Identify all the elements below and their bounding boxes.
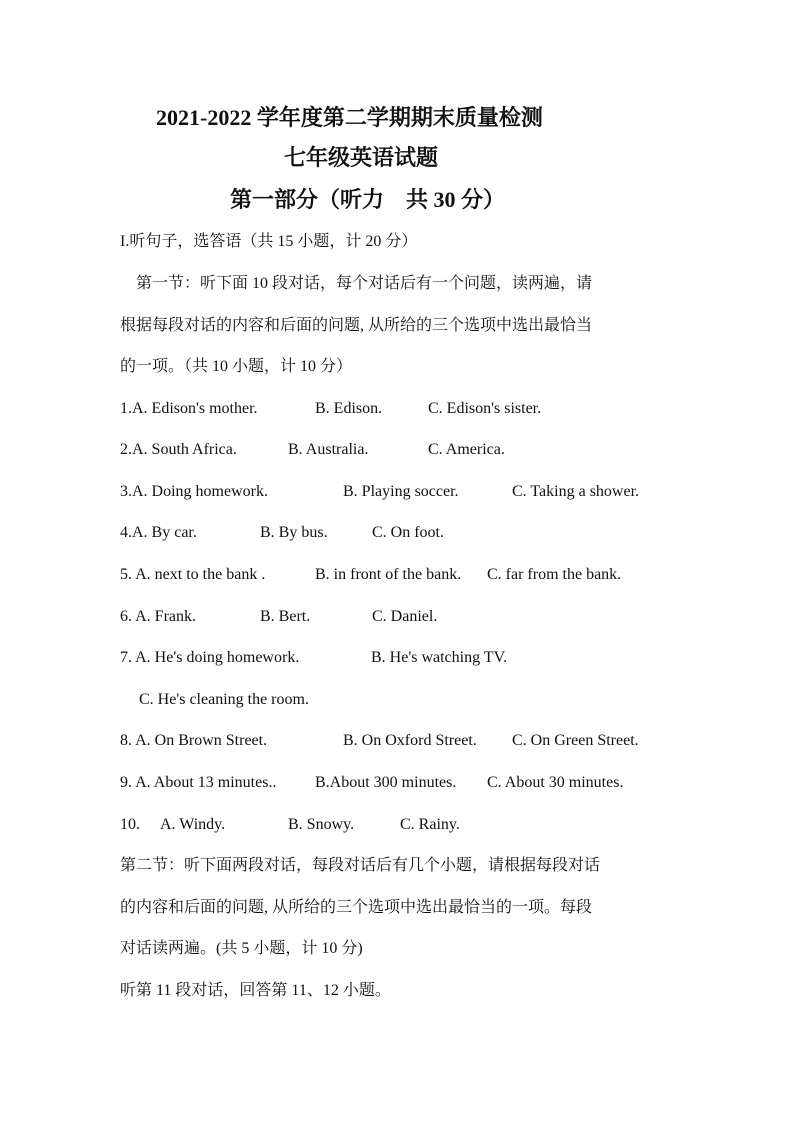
question-3-option-b: B. Playing soccer. xyxy=(343,483,459,500)
question-3-option-a: 3.A. Doing homework. xyxy=(120,483,268,500)
question-8-option-c: C. On Green Street. xyxy=(512,732,639,749)
question-4-option-a: 4.A. By car. xyxy=(120,524,197,541)
question-1-option-a: 1.A. Edison's mother. xyxy=(120,400,258,417)
exam-title: 2021-2022 学年度第二学期期末质量检测 xyxy=(156,105,543,130)
question-2-option-c: C. America. xyxy=(428,441,505,458)
question-5-option-a: 5. A. next to the bank . xyxy=(120,566,266,583)
question-7-option-a: 7. A. He's doing homework. xyxy=(120,649,300,666)
question-9-option-a: 9. A. About 13 minutes.. xyxy=(120,774,277,791)
question-10-option-a: A. Windy. xyxy=(160,816,226,833)
section1-instruction-line3: 的一项。（共 10 小题，计 10 分） xyxy=(120,358,353,375)
grade-subject-title: 七年级英语试题 xyxy=(284,145,439,170)
question-8-option-b: B. On Oxford Street. xyxy=(343,732,477,749)
section2-instruction-line2: 的内容和后面的问题, 从所给的三个选项中选出最恰当的一项。每段 xyxy=(120,899,593,916)
question-10-option-c: C. Rainy. xyxy=(400,816,460,833)
question-5-option-c: C. far from the bank. xyxy=(487,566,622,583)
question-10-number: 10. xyxy=(120,816,140,833)
question-3-option-c: C. Taking a shower. xyxy=(512,483,640,500)
section2-instruction-line3: 对话读两遍。(共 5 小题，计 10 分) xyxy=(120,940,363,957)
question-7-option-b: B. He's watching TV. xyxy=(371,649,508,666)
question-8-option-a: 8. A. On Brown Street. xyxy=(120,732,268,749)
section1-instruction-line1: 第一节：听下面 10 段对话，每个对话后有一个问题，读两遍，请 xyxy=(120,275,593,292)
question-7-option-c: C. He's cleaning the room. xyxy=(139,691,309,708)
section2-instruction-line1: 第二节：听下面两段对话，每段对话后有几个小题，请根据每段对话 xyxy=(120,857,601,874)
section-heading: I.听句子，选答语（共 15 小题，计 20 分） xyxy=(120,233,418,250)
question-9-option-c: C. About 30 minutes. xyxy=(487,774,624,791)
question-5-option-b: B. in front of the bank. xyxy=(315,566,462,583)
question-6-option-b: B. Bert. xyxy=(260,608,311,625)
question-6-option-a: 6. A. Frank. xyxy=(120,608,196,625)
question-1-option-c: C. Edison's sister. xyxy=(428,400,542,417)
question-6-option-c: C. Daniel. xyxy=(372,608,438,625)
question-2-option-b: B. Australia. xyxy=(288,441,369,458)
question-10-option-b: B. Snowy. xyxy=(288,816,355,833)
part-one-title: 第一部分（听力 共 30 分） xyxy=(230,187,506,212)
question-4-option-b: B. By bus. xyxy=(260,524,328,541)
question-4-option-c: C. On foot. xyxy=(372,524,444,541)
question-9-option-b: B.About 300 minutes. xyxy=(315,774,457,791)
question-1-option-b: B. Edison. xyxy=(315,400,383,417)
section1-instruction-line2: 根据每段对话的内容和后面的问题, 从所给的三个选项中选出最恰当 xyxy=(120,317,593,334)
question-2-option-a: 2.A. South Africa. xyxy=(120,441,237,458)
dialogue-11-instruction: 听第 11 段对话，回答第 11、12 小题。 xyxy=(120,982,391,999)
